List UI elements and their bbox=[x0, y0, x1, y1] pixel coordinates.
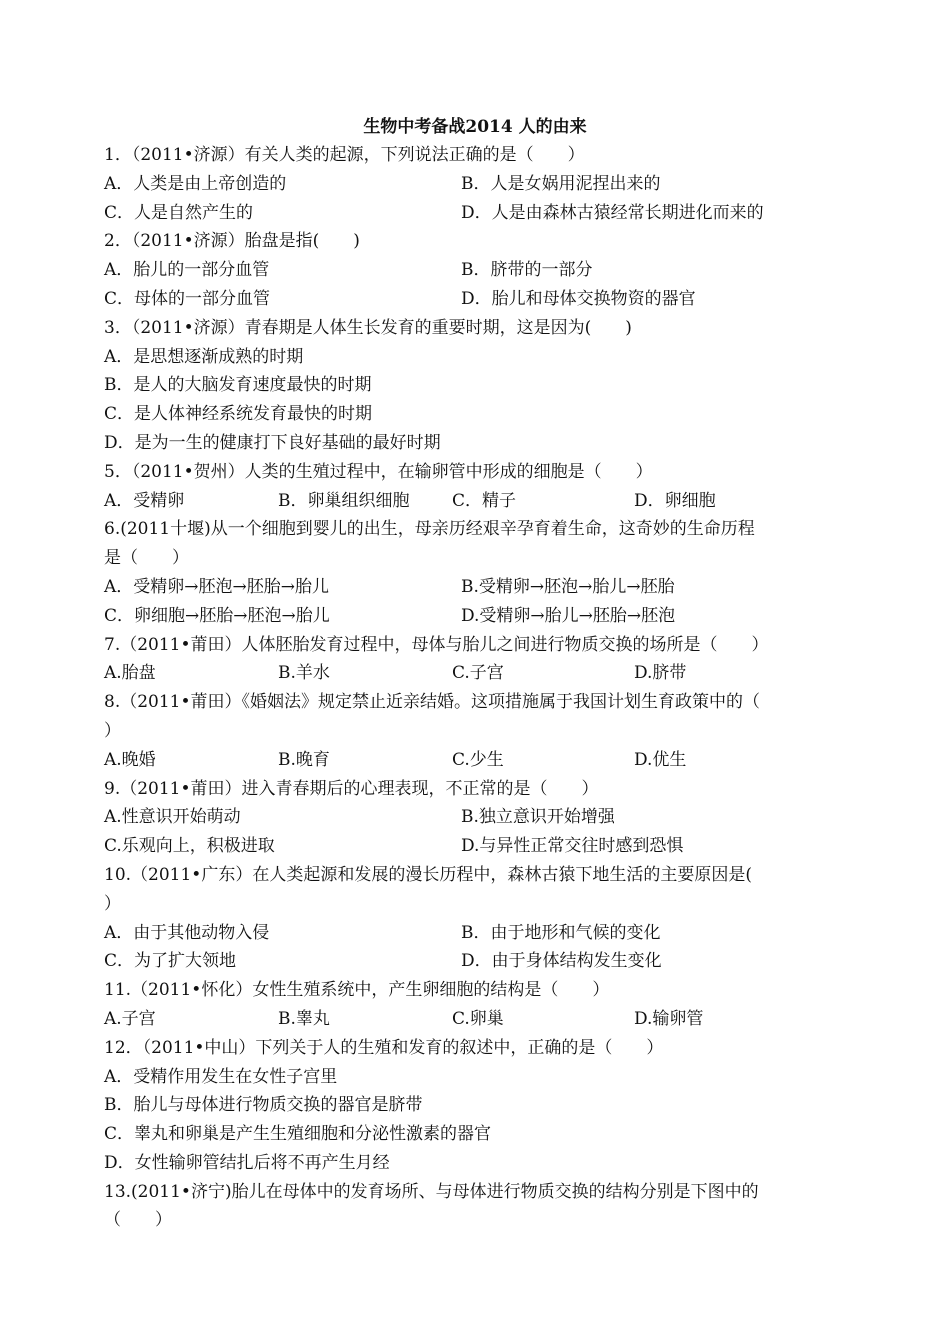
option-text: A.晚婚 bbox=[104, 749, 156, 770]
text-line bbox=[104, 343, 852, 372]
line-text: 13.(2011•济宁)胎儿在母体中的发育场所、与母体进行物质交换的结构分别是下图中的 bbox=[104, 1181, 759, 1202]
option-text: C．为了扩大领地 bbox=[104, 951, 237, 972]
line-text: D．是为一生的健康打下良好基础的最好时期 bbox=[104, 432, 441, 453]
option-text: B.晚育 bbox=[278, 749, 330, 770]
option-text: B．脐带的一部分 bbox=[461, 260, 593, 281]
option-text: C．人是自然产生的 bbox=[104, 202, 254, 223]
option-text: C．精子 bbox=[452, 490, 517, 511]
text-line bbox=[104, 314, 852, 343]
option-text: A.性意识开始萌动 bbox=[104, 807, 241, 828]
text-line bbox=[104, 602, 852, 631]
text-line bbox=[104, 400, 852, 429]
line-text: ） bbox=[104, 720, 121, 741]
line-text: 3．（2011•济源）青春期是人体生长发育的重要时期，这是因为( ) bbox=[104, 317, 632, 338]
line-text: 是（ ） bbox=[104, 548, 189, 569]
line-text: A．是思想逐渐成熟的时期 bbox=[104, 346, 304, 367]
line-text: ） bbox=[104, 893, 121, 914]
option-text: D.脐带 bbox=[634, 663, 687, 684]
text-line bbox=[104, 976, 852, 1005]
text-line bbox=[104, 1091, 852, 1120]
option-text: C.子宫 bbox=[452, 663, 504, 684]
text-line bbox=[104, 1063, 852, 1092]
option-text: D.优生 bbox=[634, 749, 687, 770]
option-text: A．受精卵→胚泡→胚胎→胎儿 bbox=[104, 576, 330, 597]
text-line bbox=[104, 256, 852, 285]
option-text: A．受精卵 bbox=[104, 490, 185, 511]
option-text: A．由于其他动物入侵 bbox=[104, 922, 270, 943]
text-line bbox=[104, 1178, 852, 1207]
option-text: B.睾丸 bbox=[278, 1008, 330, 1029]
text-line bbox=[104, 947, 852, 976]
line-text: 7.（2011•莆田）人体胚胎发育过程中，母体与胎儿之间进行物质交换的场所是（ ） bbox=[104, 634, 769, 655]
option-text: B．人是女娲用泥捏出来的 bbox=[461, 173, 661, 194]
text-line bbox=[104, 1005, 852, 1034]
option-text: A．人类是由上帝创造的 bbox=[104, 173, 287, 194]
document-title: 生物中考备战2014 人的由来 bbox=[363, 117, 587, 137]
option-text: B．卵巢组织细胞 bbox=[278, 490, 410, 511]
option-text: C.卵巢 bbox=[452, 1008, 504, 1029]
text-line bbox=[104, 515, 852, 544]
text-line bbox=[104, 573, 852, 602]
text-line bbox=[104, 861, 852, 890]
line-text: C．睾丸和卵巢是产生生殖细胞和分泌性激素的器官 bbox=[104, 1124, 492, 1145]
text-line bbox=[104, 659, 852, 688]
line-text: A．受精作用发生在女性子宫里 bbox=[104, 1066, 338, 1087]
text-line bbox=[104, 285, 852, 314]
option-text: C.乐观向上，积极进取 bbox=[104, 836, 275, 857]
text-line bbox=[104, 746, 852, 775]
text-line bbox=[104, 631, 852, 660]
option-text: B.羊水 bbox=[278, 663, 330, 684]
text-line bbox=[104, 1034, 852, 1063]
option-text: C．卵细胞→胚胎→胚泡→胎儿 bbox=[104, 605, 330, 626]
option-text: C.少生 bbox=[452, 749, 504, 770]
line-text: B．胎儿与母体进行物质交换的器官是脐带 bbox=[104, 1095, 423, 1116]
option-text: D．胎儿和母体交换物资的器官 bbox=[461, 288, 696, 309]
line-text: 12．（2011•中山）下列关于人的生殖和发育的叙述中，正确的是（ ） bbox=[104, 1037, 664, 1058]
text-line bbox=[104, 170, 852, 199]
line-text: 11.（2011•怀化）女性生殖系统中，产生卵细胞的结构是（ ） bbox=[104, 980, 610, 1001]
line-text: D．女性输卵管结扎后将不再产生月经 bbox=[104, 1152, 390, 1173]
line-text: 8.（2011•莆田）《婚姻法》规定禁止近亲结婚。这项措施属于我国计划生育政策中的（ bbox=[104, 692, 761, 713]
text-line bbox=[104, 487, 852, 516]
line-text: C．是人体神经系统发育最快的时期 bbox=[104, 404, 373, 425]
text-line bbox=[104, 429, 852, 458]
text-line bbox=[104, 227, 852, 256]
text-line bbox=[104, 890, 852, 919]
line-text: 5．（2011•贺州）人类的生殖过程中，在输卵管中形成的细胞是（ ） bbox=[104, 461, 653, 482]
line-text: （ ） bbox=[104, 1210, 172, 1231]
option-text: D.受精卵→胎儿→胚胎→胚泡 bbox=[461, 605, 676, 626]
option-text: D．人是由森林古猿经常长期进化而来的 bbox=[461, 202, 764, 223]
text-line bbox=[104, 1149, 852, 1178]
line-text: B．是人的大脑发育速度最快的时期 bbox=[104, 375, 372, 396]
text-line bbox=[104, 544, 852, 573]
line-text: 9.（2011•莆田）进入青春期后的心理表现，不正常的是（ ） bbox=[104, 778, 599, 799]
option-text: B.受精卵→胚泡→胎儿→胚胎 bbox=[461, 576, 675, 597]
question-list bbox=[104, 141, 852, 1235]
text-line bbox=[104, 1206, 852, 1235]
line-text: 10.（2011•广东）在人类起源和发展的漫长历程中，森林古猿下地生活的主要原因是( bbox=[104, 864, 752, 885]
option-text: A.胎盘 bbox=[104, 663, 156, 684]
text-line bbox=[104, 919, 852, 948]
text-line bbox=[104, 775, 852, 804]
text-line bbox=[104, 1120, 852, 1149]
option-text: D．卵细胞 bbox=[634, 490, 716, 511]
text-line bbox=[104, 141, 852, 170]
option-text: A.子宫 bbox=[104, 1008, 156, 1029]
text-line bbox=[104, 803, 852, 832]
option-text: C．母体的一部分血管 bbox=[104, 288, 271, 309]
option-text: B．由于地形和气候的变化 bbox=[461, 922, 661, 943]
text-line bbox=[104, 688, 852, 717]
option-text: D.与异性正常交往时感到恐惧 bbox=[461, 836, 684, 857]
option-text: D.输卵管 bbox=[634, 1008, 704, 1029]
text-line bbox=[104, 458, 852, 487]
text-line bbox=[104, 371, 852, 400]
option-text: D．由于身体结构发生变化 bbox=[461, 951, 662, 972]
line-text: 6.(2011十堰)从一个细胞到婴儿的出生，母亲历经艰辛孕育着生命，这奇妙的生命历程 bbox=[104, 519, 755, 540]
line-text: 1．（2011•济源）有关人类的起源，下列说法正确的是（ ） bbox=[104, 145, 585, 165]
option-text: A．胎儿的一部分血管 bbox=[104, 260, 270, 281]
option-text: B.独立意识开始增强 bbox=[461, 807, 615, 828]
line-text: 2．（2011•济源）胎盘是指( ) bbox=[104, 231, 360, 252]
text-line bbox=[104, 832, 852, 861]
text-line bbox=[104, 199, 852, 228]
text-line bbox=[104, 717, 852, 746]
